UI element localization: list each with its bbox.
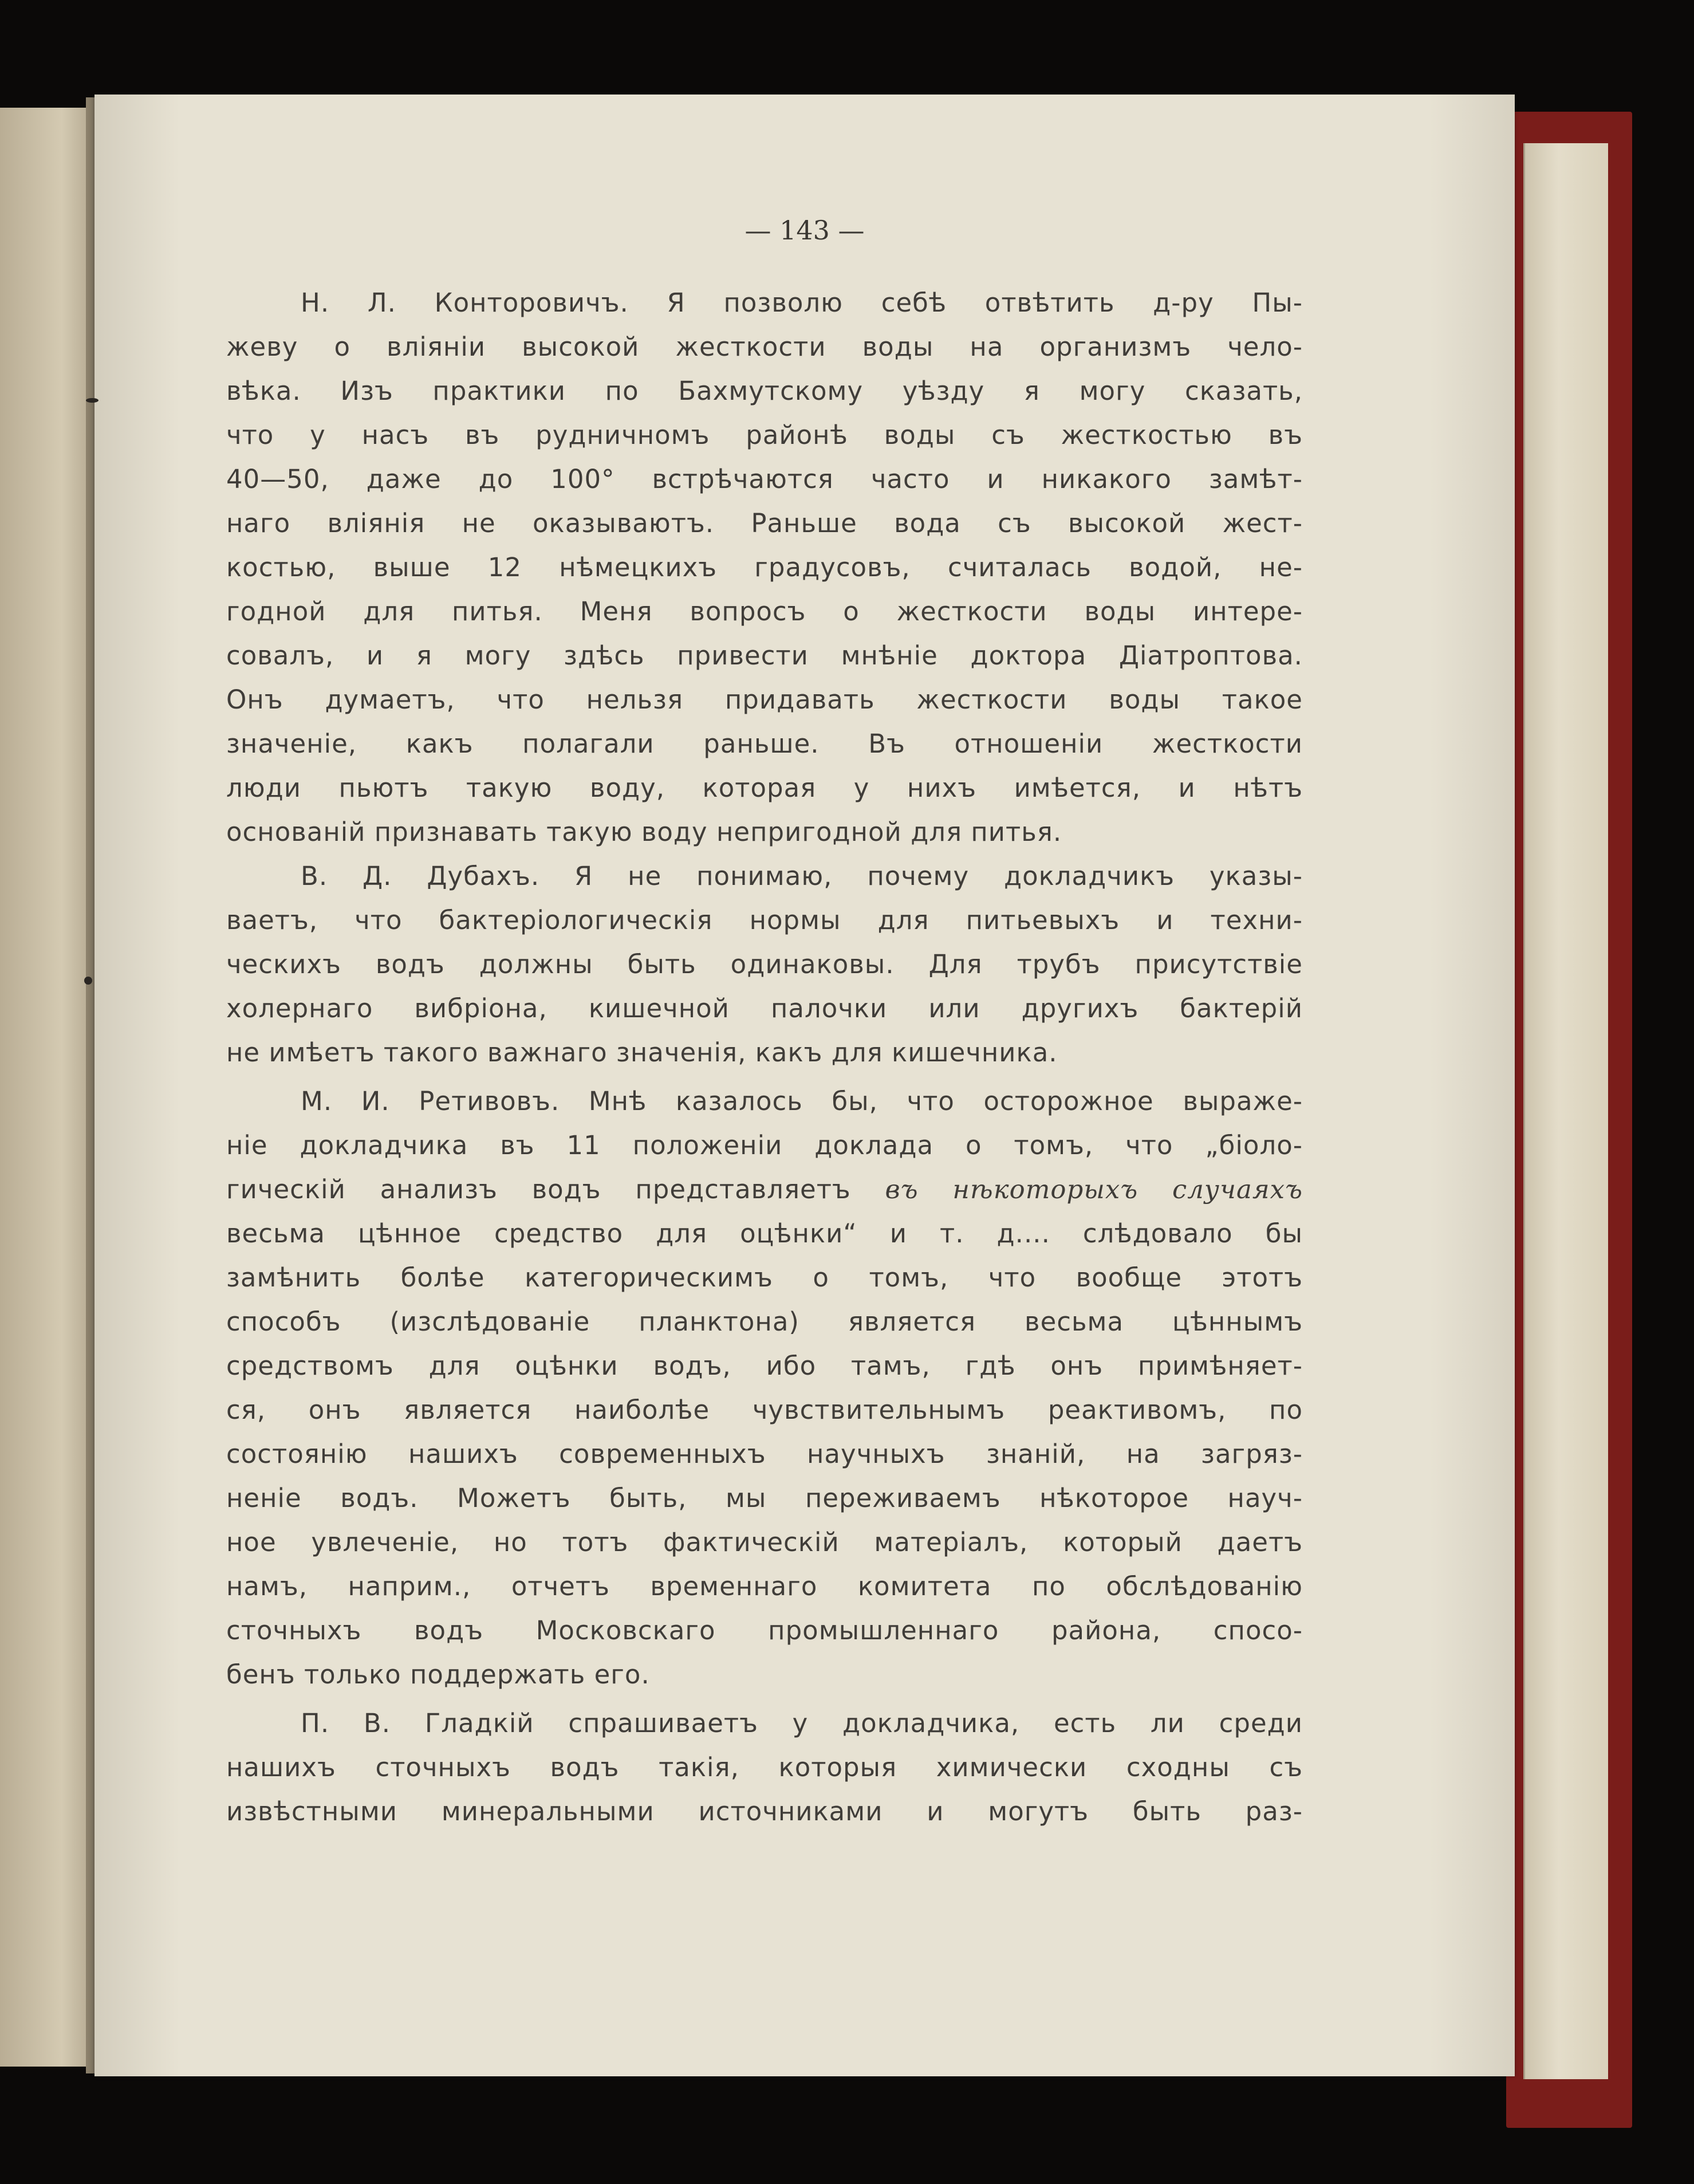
text-line: основаній признавать такую воду непригодной для питья. xyxy=(226,817,1062,847)
text-line: совалъ, и я могу здѣсь привести мнѣніе доктора Діатроптова. xyxy=(226,640,1303,671)
text-line: бенъ только поддержать его. xyxy=(226,1659,650,1690)
text-line: неніе водъ. Можетъ быть, мы переживаемъ нѣкоторое науч- xyxy=(226,1483,1303,1513)
page-text xyxy=(226,281,1303,1833)
text-line: средствомъ для оцѣнки водъ, ибо тамъ, гдѣ онъ примѣняет- xyxy=(226,1351,1303,1381)
text-line: жеву о вліяніи высокой жесткости воды на организмъ чело- xyxy=(226,332,1303,362)
margin-mark xyxy=(84,977,92,985)
text-line: Онъ думаетъ, что нельзя придавать жесткости воды такое xyxy=(226,684,1303,715)
text-line: значеніе, какъ полагали раньше. Въ отношеніи жесткости xyxy=(226,729,1303,759)
text-line: нашихъ сточныхъ водъ такія, которыя химически сходны съ xyxy=(226,1752,1303,1782)
text-line: люди пьютъ такую воду, которая у нихъ имѣется, и нѣтъ xyxy=(226,773,1303,803)
paragraph-kontorovich xyxy=(226,281,1303,854)
text-line: сточныхъ водъ Московскаго промышленнаго района, спосо- xyxy=(226,1615,1303,1646)
text-line: ваетъ, что бактеріологическія нормы для питьевыхъ и техни- xyxy=(226,905,1303,935)
text-line: способъ (изслѣдованіе планктона) является весьма цѣннымъ xyxy=(226,1307,1303,1337)
paragraph-dubakh xyxy=(226,854,1303,1075)
text-line: ческихъ водъ должны быть одинаковы. Для трубъ присутствіе xyxy=(226,949,1303,979)
text-line: состоянію нашихъ современныхъ научныхъ знаній, на загряз- xyxy=(226,1439,1303,1469)
text-line: 40—50, даже до 100° встрѣчаются часто и никакого замѣт- xyxy=(226,464,1303,494)
text-line: что у насъ въ рудничномъ районѣ воды съ жесткостью въ xyxy=(226,420,1303,450)
paragraph-gladkiy xyxy=(226,1701,1303,1833)
text-segment: гическій анализъ водъ представляетъ xyxy=(226,1174,885,1205)
text-line: холернаго вибріона, кишечной палочки или другихъ бактерій xyxy=(226,993,1303,1024)
text-line: извѣстными минеральными источниками и могутъ быть раз- xyxy=(226,1796,1303,1827)
text-line: вѣка. Изъ практики по Бахмутскому уѣзду я могу сказать, xyxy=(226,376,1303,406)
text-line: намъ, наприм., отчетъ временнаго комитета по обслѣдованію xyxy=(226,1571,1303,1601)
text-line-with-italic xyxy=(226,1167,1303,1211)
text-line: костью, выше 12 нѣмецкихъ градусовъ, считалась водой, не- xyxy=(226,552,1303,583)
text-line: В. Д. Дубахъ. Я не понимаю, почему докладчикъ указы- xyxy=(301,861,1303,891)
text-line: весьма цѣнное средство для оцѣнки“ и т. д.... слѣдовало бы xyxy=(226,1218,1303,1249)
page-number: — 143 — xyxy=(744,215,865,246)
text-line: ніе докладчика въ 11 положеніи доклада о томъ, что „біоло- xyxy=(226,1130,1303,1160)
text-line: ное увлеченіе, но тотъ фактическій матеріалъ, который даетъ xyxy=(226,1527,1303,1557)
text-line: не имѣетъ такого важнаго значенія, какъ для кишечника. xyxy=(226,1037,1058,1068)
text-line: Н. Л. Конторовичъ. Я позволю себѣ отвѣтить д-ру Пы- xyxy=(301,288,1303,318)
margin-mark xyxy=(86,398,99,403)
page-stack-edge xyxy=(1523,143,1608,2079)
text-line: ся, онъ является наиболѣе чувствительнымъ реактивомъ, по xyxy=(226,1395,1303,1425)
text-line: годной для питья. Меня вопросъ о жесткости воды интере- xyxy=(226,596,1303,627)
text-line: замѣнить болѣе категорическимъ о томъ, что вообще этотъ xyxy=(226,1262,1303,1293)
text-line: П. В. Гладкій спрашиваетъ у докладчика, есть ли среди xyxy=(301,1708,1303,1738)
book-page xyxy=(94,95,1515,2076)
italic-phrase: въ нѣкоторыхъ случаяхъ xyxy=(885,1174,1303,1205)
text-line: М. И. Ретивовъ. Мнѣ казалось бы, что осторожное выраже- xyxy=(301,1086,1303,1116)
paragraph-retivov xyxy=(226,1079,1303,1697)
text-line: наго вліянія не оказываютъ. Раньше вода съ высокой жест- xyxy=(226,508,1303,538)
